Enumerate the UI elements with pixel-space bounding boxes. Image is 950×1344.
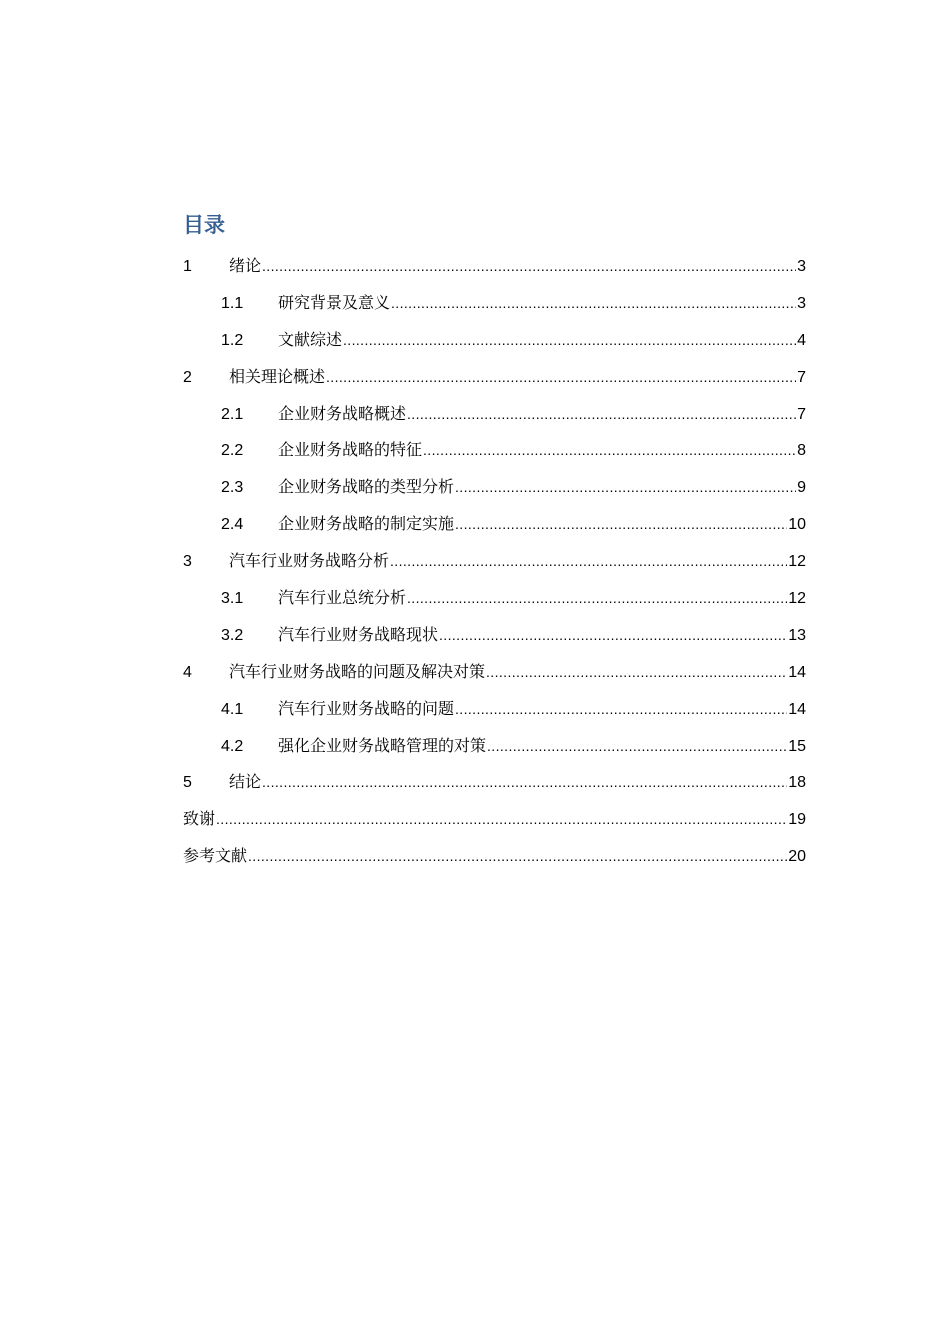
toc-entry-title: 汽车行业财务战略的问题	[278, 698, 455, 718]
toc-dot-leader	[455, 469, 796, 506]
toc-entry-title: 企业财务战略概述	[278, 403, 407, 423]
toc-entry-title: 企业财务战略的特征	[278, 440, 423, 460]
toc-entry-page: 15	[788, 737, 806, 755]
toc-entry-3-2[interactable]	[183, 617, 806, 654]
table-of-contents	[183, 248, 806, 875]
toc-entry-title: 企业财务战略的制定实施	[278, 514, 455, 534]
toc-entry-2[interactable]	[183, 359, 806, 396]
toc-entry-number: 3	[183, 553, 192, 571]
toc-entry-4-1[interactable]	[183, 691, 806, 728]
toc-entry-page: 9	[797, 479, 806, 497]
toc-entry-number: 2.4	[221, 516, 244, 534]
toc-dot-leader	[390, 543, 787, 580]
toc-entry-title: 汽车行业财务战略的问题及解决对策	[229, 661, 486, 681]
toc-entry-page: 19	[788, 811, 806, 829]
toc-entry-title: 汽车行业财务战略分析	[229, 551, 390, 571]
toc-entry-2-1[interactable]	[183, 396, 806, 433]
toc-dot-leader	[248, 838, 787, 875]
toc-dot-leader	[455, 506, 787, 543]
toc-dot-leader	[216, 801, 787, 838]
toc-entry-page: 3	[797, 258, 806, 275]
toc-dot-leader	[407, 580, 787, 617]
toc-entry-3[interactable]	[183, 543, 806, 580]
toc-entry-title: 绪论	[229, 256, 262, 275]
toc-dot-leader	[455, 691, 787, 728]
toc-entry-4-2[interactable]	[183, 728, 806, 765]
toc-entry-2-2[interactable]	[183, 432, 806, 469]
toc-entry-number: 3.2	[221, 626, 244, 644]
toc-entry-title: 汽车行业财务战略现状	[278, 624, 439, 644]
toc-entry-number: 2.3	[221, 479, 244, 497]
toc-entry-page: 10	[788, 516, 806, 534]
toc-entry-number: 4.1	[221, 700, 244, 718]
toc-entry-page: 12	[788, 590, 806, 608]
toc-entry-2-3[interactable]	[183, 469, 806, 506]
toc-entry-number: 3.1	[221, 590, 244, 608]
toc-entry-page: 4	[797, 331, 806, 349]
toc-entry-page: 3	[797, 294, 806, 312]
toc-dot-leader	[486, 654, 787, 691]
toc-entry-title: 致谢	[183, 809, 216, 829]
toc-entry-number: 2.1	[221, 405, 244, 423]
toc-entry-title: 结论	[229, 772, 262, 792]
toc-dot-leader	[423, 432, 796, 469]
toc-entry-5[interactable]	[183, 764, 806, 801]
toc-entry-1-2[interactable]	[183, 322, 806, 359]
toc-entry-title: 强化企业财务战略管理的对策	[278, 735, 487, 755]
toc-entry-page: 12	[788, 553, 806, 571]
toc-entry-title: 参考文献	[183, 846, 248, 866]
toc-entry-page: 13	[788, 626, 806, 644]
toc-entry-2-4[interactable]	[183, 506, 806, 543]
toc-entry-4[interactable]	[183, 654, 806, 691]
toc-entry-title: 汽车行业总统分析	[278, 588, 407, 608]
toc-dot-leader	[407, 396, 796, 433]
toc-dot-leader	[262, 764, 787, 801]
toc-entry-1-1[interactable]	[183, 285, 806, 322]
toc-entry-references[interactable]	[183, 838, 806, 875]
toc-entry-page: 7	[797, 405, 806, 423]
toc-entry-number: 2.2	[221, 442, 244, 460]
toc-entry-number: 4	[183, 663, 192, 681]
toc-dot-leader	[262, 248, 796, 285]
toc-entry-acknowledgements[interactable]	[183, 801, 806, 838]
toc-entry-page: 14	[788, 663, 806, 681]
toc-entry-1[interactable]	[183, 248, 806, 285]
toc-entry-title: 相关理论概述	[229, 366, 326, 386]
toc-entry-number: 1.2	[221, 331, 244, 349]
toc-entry-title: 企业财务战略的类型分析	[278, 477, 455, 497]
toc-entry-number: 5	[183, 774, 192, 792]
toc-dot-leader	[487, 728, 787, 765]
toc-title: 目录	[183, 213, 225, 237]
toc-entry-number: 4.2	[221, 737, 244, 755]
toc-dot-leader	[326, 359, 796, 396]
toc-entry-page: 7	[797, 368, 806, 386]
toc-entry-number: 2	[183, 368, 192, 386]
toc-entry-page: 8	[797, 442, 806, 460]
toc-dot-leader	[439, 617, 787, 654]
toc-entry-page: 18	[788, 774, 806, 792]
toc-entry-3-1[interactable]	[183, 580, 806, 617]
toc-entry-page: 20	[788, 848, 806, 866]
toc-entry-title: 文献综述	[278, 329, 343, 349]
toc-entry-title: 研究背景及意义	[278, 292, 391, 312]
toc-entry-number: 1	[183, 258, 192, 275]
toc-entry-number: 1.1	[221, 294, 244, 312]
toc-dot-leader	[343, 322, 796, 359]
toc-entry-page: 14	[788, 700, 806, 718]
toc-dot-leader	[391, 285, 796, 322]
